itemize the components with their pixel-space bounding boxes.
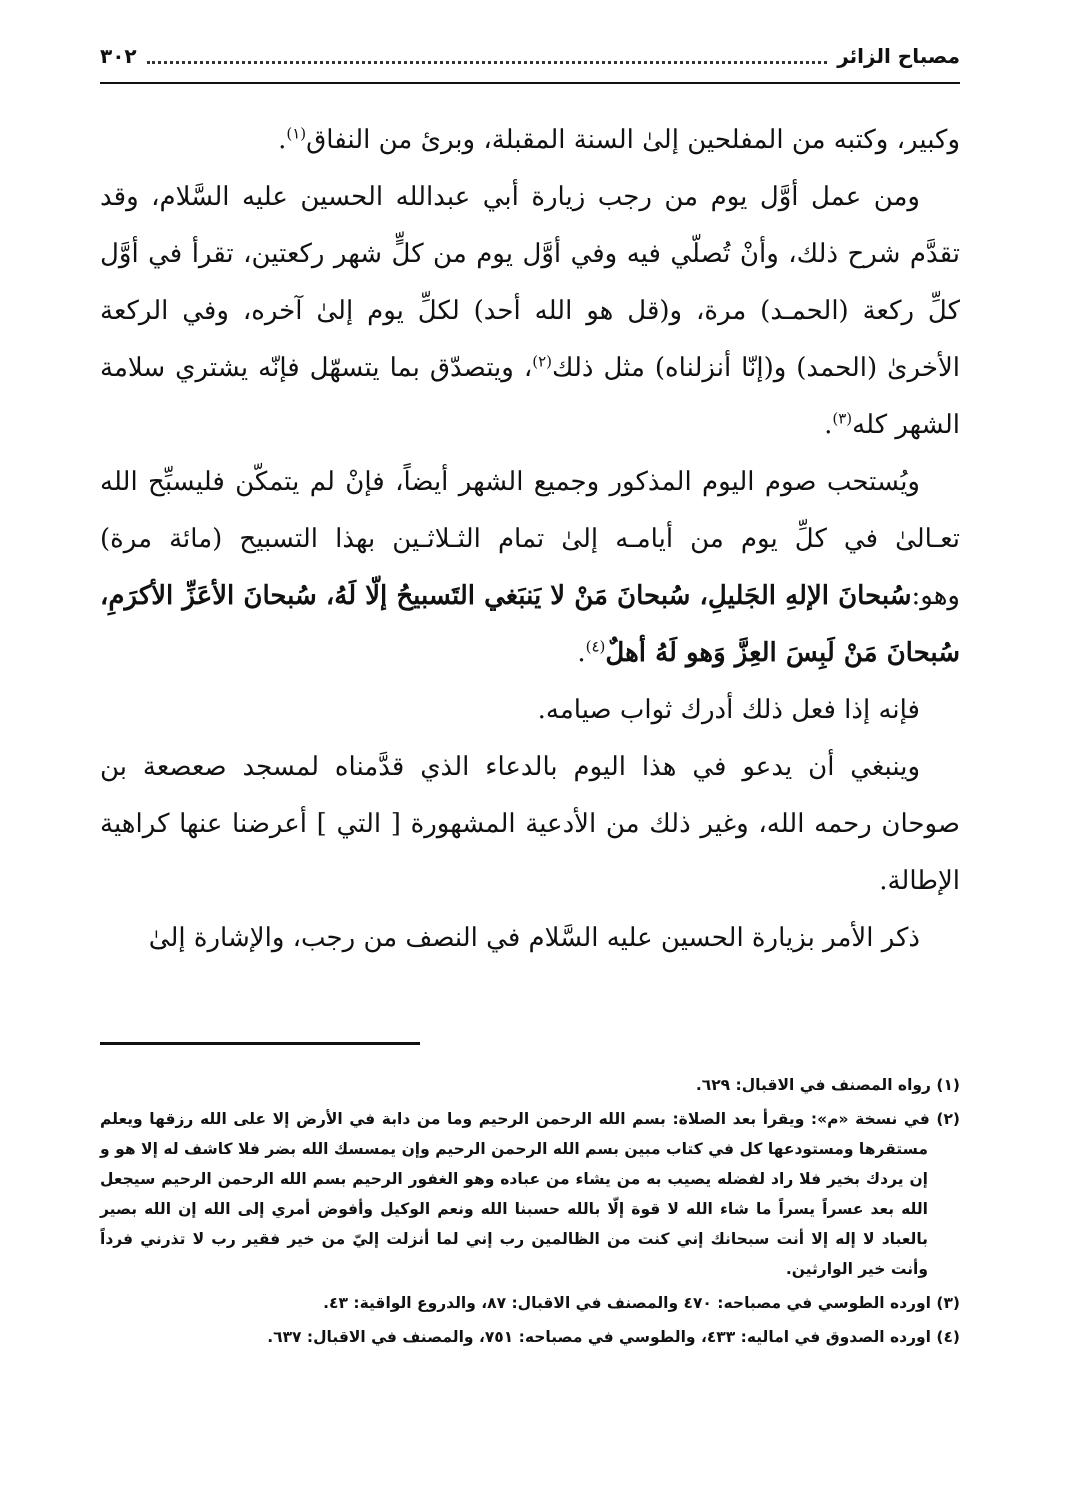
leader-dots: [147, 61, 828, 64]
book-page: [100, 30, 960, 1480]
footnote-1: (١) رواه المصنف في الاقبال: ٦٢٩.: [695, 1076, 960, 1094]
footnote-ref-1: (١): [286, 124, 307, 143]
paragraph-1: وكبير، وكتبه من المفلحين إلىٰ السنة المقبلة، وبرئ من النفاق$^{(١)}$.: [278, 124, 960, 155]
book-title: مصباح الزائر: [837, 44, 960, 68]
paragraph-2: ومن عمل أوَّل يوم من رجب زيارة أبي عبدالله الحسين عليه السَّلام، وقد تقدَّم شرح ذلك، وأنْ تُصلّي فيه وفي أوَّل يوم من كلٍّ شهر ركعتين، تقرأ في أوَّل كلِّ ركعة (الحمـد) مرة، و(قل هو الله أحد) لكلِّ يوم إلىٰ آخره، وفي الركعة الأخرىٰ (الحمد) و(إنّا أنزلناه) مثل ذلك$^{(٢)}$، ويتصدّق بما يتسهّل فإنّه يشتري سلامة الشهر كله$^{(٣)}$.: [100, 182, 960, 440]
footnote-ref-2: (٢): [532, 352, 553, 371]
running-head: [100, 30, 960, 84]
tasbih-text: سُبحانَ الإلهِ الجَليلِ، سُبحانَ مَنْ لا يَنبَغي التَسبيحُ إلّا لَهُ، سُبحانَ الأعَزِّ الأكرَمِ، سُبحانَ مَنْ لَبِسَ العِزَّ وَهو لَهُ أهلٌ: [100, 581, 960, 668]
footnote-ref-4: (٤): [585, 637, 606, 656]
paragraph-5: وينبغي أن يدعو في هذا اليوم بالدعاء الذي قدَّمناه لمسجد صعصعة بن صوحان رحمه الله، وغير ذلك من الأدعية المشهورة [ التي ] أعرضنا عنها كراهية الإطالة.: [100, 752, 960, 896]
paragraph-4: فإنه إذا فعل ذلك أدرك ثواب صيامه.: [537, 695, 920, 725]
main-text: [100, 112, 960, 967]
paragraph-6: ذكر الأمر بزيارة الحسين عليه السَّلام في النصف من رجب، والإشارة إلىٰ: [148, 923, 920, 953]
footnote-ref-3: (٣): [832, 409, 853, 428]
footnote-3: (٣) اورده الطوسي في مصباحه: ٤٧٠ والمصنف في الاقبال: ٨٧، والدروع الواقية: ٤٣.: [323, 1294, 960, 1312]
page-number: ٣٠٢: [100, 44, 137, 68]
footnotes: [100, 1070, 960, 1356]
footnote-2: (٢) في نسخة «م»: ويقرأ بعد الصلاة: بسم الله الرحمن الرحيم وما من دابة في الأرض إلا على الله رزقها ويعلم مستقرها ومستودعها كل في كتاب مبين بسم الله الرحمن الرحيم وإن يمسسك الله بضر فلا كاشف له إلا هو و إن يردك بخير فلا راد لفضله يصيب به من يشاء من عباده وهو الغفور الرحيم بسم الله الرحمن الرحيم سيجعل الله بعد عسراً يسراً ما شاء الله لا قوة إلّا بالله حسبنا الله ونعم الوكيل وأفوض أمري إلى الله إن الله بصير بالعباد لا إله إلا أنت سبحانك إني كنت من الظالمين رب إني لما أنزلت إليّ من خير فقير رب لا تذرني فرداً وأنت خير الوارثين.: [100, 1110, 960, 1278]
footnote-separator: [100, 1042, 420, 1045]
footnote-4: (٤) اورده الصدوق في اماليه: ٤٣٣، والطوسي في مصباحه: ٧٥١، والمصنف في الاقبال: ٦٣٧.: [267, 1328, 960, 1346]
paragraph-3: ويُستحب صوم اليوم المذكور وجميع الشهر أيضاً، فإنْ لم يتمكّن فليسبِّح الله تعـالىٰ في كلِّ يوم من أيامـه إلىٰ تمام الثـلاثـين بهذا التسبيح (مائة مرة) وهو:سُبحانَ الإلهِ الجَليلِ، سُبحانَ مَنْ لا يَنبَغي التَسبيحُ إلّا لَهُ، سُبحانَ الأعَزِّ الأكرَمِ، سُبحانَ مَنْ لَبِسَ العِزَّ وَهو لَهُ أهلٌ$^{(٤)}$.: [100, 467, 960, 668]
